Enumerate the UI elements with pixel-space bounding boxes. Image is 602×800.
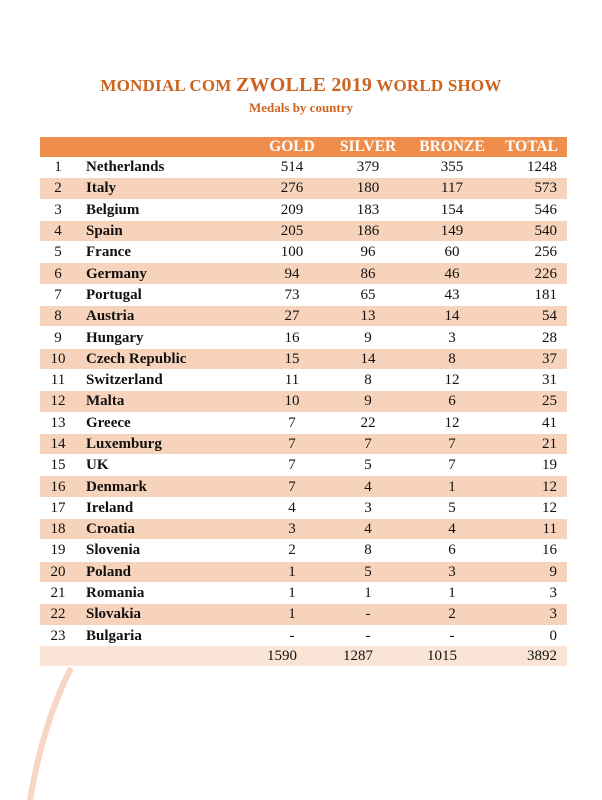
bronze-cell: 60 bbox=[408, 242, 496, 263]
rank-cell: 20 bbox=[40, 561, 76, 582]
bronze-cell: 43 bbox=[408, 284, 496, 305]
gold-cell: 4 bbox=[256, 497, 328, 518]
total-cell: 28 bbox=[496, 327, 567, 348]
table-row bbox=[40, 433, 567, 454]
gold-cell: 3 bbox=[256, 519, 328, 540]
rank-cell: 7 bbox=[40, 284, 76, 305]
header-total: TOTAL bbox=[496, 137, 567, 157]
rank-cell: 14 bbox=[40, 433, 76, 454]
total-cell: 54 bbox=[496, 306, 567, 327]
bronze-cell: 4 bbox=[408, 519, 496, 540]
rank-cell: 21 bbox=[40, 582, 76, 603]
country-cell: Poland bbox=[76, 561, 256, 582]
country-cell: Spain bbox=[76, 220, 256, 241]
country-cell: Germany bbox=[76, 263, 256, 284]
silver-cell: 9 bbox=[328, 327, 408, 348]
total-cell: 25 bbox=[496, 391, 567, 412]
rank-cell: 13 bbox=[40, 412, 76, 433]
rank-cell: 10 bbox=[40, 348, 76, 369]
total-cell: 573 bbox=[496, 178, 567, 199]
silver-cell: 9 bbox=[328, 391, 408, 412]
silver-cell: 8 bbox=[328, 369, 408, 390]
total-cell: 37 bbox=[496, 348, 567, 369]
total-cell: 41 bbox=[496, 412, 567, 433]
header-gold: GOLD bbox=[256, 137, 328, 157]
table-row bbox=[40, 391, 567, 412]
table-row bbox=[40, 519, 567, 540]
table-row bbox=[40, 348, 567, 369]
gold-cell: 7 bbox=[256, 412, 328, 433]
medals-table bbox=[40, 137, 567, 647]
country-cell: Austria bbox=[76, 306, 256, 327]
bronze-cell: 117 bbox=[408, 178, 496, 199]
country-cell: Greece bbox=[76, 412, 256, 433]
rank-cell: 16 bbox=[40, 476, 76, 497]
gold-cell: 276 bbox=[256, 178, 328, 199]
title-prefix: MONDIAL COM bbox=[100, 76, 232, 95]
rank-cell: 23 bbox=[40, 625, 76, 646]
gold-cell: 1 bbox=[256, 604, 328, 625]
country-cell: Malta bbox=[76, 391, 256, 412]
bronze-cell: 355 bbox=[408, 157, 496, 178]
country-cell: Hungary bbox=[76, 327, 256, 348]
silver-cell: 180 bbox=[328, 178, 408, 199]
decorative-swoosh bbox=[0, 660, 120, 800]
gold-cell: 209 bbox=[256, 199, 328, 220]
bronze-cell: 5 bbox=[408, 497, 496, 518]
rank-cell: 12 bbox=[40, 391, 76, 412]
rank-cell: 18 bbox=[40, 519, 76, 540]
table-row bbox=[40, 412, 567, 433]
header-rank bbox=[40, 137, 76, 157]
total-cell: 256 bbox=[496, 242, 567, 263]
total-cell: 0 bbox=[496, 625, 567, 646]
silver-cell: 96 bbox=[328, 242, 408, 263]
country-cell: Netherlands bbox=[76, 157, 256, 178]
bronze-cell: - bbox=[408, 625, 496, 646]
total-cell: 21 bbox=[496, 433, 567, 454]
gold-cell: - bbox=[256, 625, 328, 646]
total-cell: 226 bbox=[496, 263, 567, 284]
bronze-cell: 6 bbox=[408, 540, 496, 561]
silver-cell: 3 bbox=[328, 497, 408, 518]
rank-cell: 9 bbox=[40, 327, 76, 348]
gold-cell: 11 bbox=[256, 369, 328, 390]
gold-cell: 16 bbox=[256, 327, 328, 348]
total-cell: 12 bbox=[496, 476, 567, 497]
gold-cell: 94 bbox=[256, 263, 328, 284]
silver-cell: 13 bbox=[328, 306, 408, 327]
title-suffix: WORLD SHOW bbox=[376, 76, 502, 95]
country-cell: Bulgaria bbox=[76, 625, 256, 646]
silver-cell: 8 bbox=[328, 540, 408, 561]
table-row bbox=[40, 220, 567, 241]
bronze-cell: 2 bbox=[408, 604, 496, 625]
bronze-cell: 46 bbox=[408, 263, 496, 284]
table-row bbox=[40, 242, 567, 263]
totals-bronze: 1015 bbox=[427, 648, 457, 664]
country-cell: Luxemburg bbox=[76, 433, 256, 454]
rank-cell: 19 bbox=[40, 540, 76, 561]
silver-cell: 379 bbox=[328, 157, 408, 178]
bronze-cell: 7 bbox=[408, 433, 496, 454]
table-row bbox=[40, 369, 567, 390]
bronze-cell: 7 bbox=[408, 455, 496, 476]
page-title bbox=[0, 74, 602, 97]
bronze-cell: 8 bbox=[408, 348, 496, 369]
bronze-cell: 3 bbox=[408, 561, 496, 582]
country-cell: Czech Republic bbox=[76, 348, 256, 369]
table-row bbox=[40, 284, 567, 305]
rank-cell: 15 bbox=[40, 455, 76, 476]
bronze-cell: 154 bbox=[408, 199, 496, 220]
rank-cell: 17 bbox=[40, 497, 76, 518]
totals-silver: 1287 bbox=[343, 648, 373, 664]
total-cell: 546 bbox=[496, 199, 567, 220]
country-cell: Belgium bbox=[76, 199, 256, 220]
table-row bbox=[40, 157, 567, 178]
bronze-cell: 6 bbox=[408, 391, 496, 412]
gold-cell: 100 bbox=[256, 242, 328, 263]
table-row bbox=[40, 497, 567, 518]
gold-cell: 1 bbox=[256, 561, 328, 582]
total-cell: 3 bbox=[496, 582, 567, 603]
silver-cell: 86 bbox=[328, 263, 408, 284]
header-silver: SILVER bbox=[328, 137, 408, 157]
total-cell: 181 bbox=[496, 284, 567, 305]
table-row bbox=[40, 327, 567, 348]
silver-cell: 186 bbox=[328, 220, 408, 241]
silver-cell: 1 bbox=[328, 582, 408, 603]
silver-cell: 183 bbox=[328, 199, 408, 220]
country-cell: Slovenia bbox=[76, 540, 256, 561]
bronze-cell: 12 bbox=[408, 412, 496, 433]
table-row bbox=[40, 476, 567, 497]
bronze-cell: 14 bbox=[408, 306, 496, 327]
table-row bbox=[40, 625, 567, 646]
gold-cell: 73 bbox=[256, 284, 328, 305]
rank-cell: 8 bbox=[40, 306, 76, 327]
total-cell: 540 bbox=[496, 220, 567, 241]
table-row bbox=[40, 263, 567, 284]
gold-cell: 7 bbox=[256, 455, 328, 476]
rank-cell: 11 bbox=[40, 369, 76, 390]
table-row bbox=[40, 561, 567, 582]
rank-cell: 1 bbox=[40, 157, 76, 178]
gold-cell: 1 bbox=[256, 582, 328, 603]
table-body bbox=[40, 157, 567, 646]
total-cell: 31 bbox=[496, 369, 567, 390]
country-cell: Romania bbox=[76, 582, 256, 603]
gold-cell: 205 bbox=[256, 220, 328, 241]
silver-cell: - bbox=[328, 604, 408, 625]
total-cell: 16 bbox=[496, 540, 567, 561]
table-row bbox=[40, 306, 567, 327]
gold-cell: 10 bbox=[256, 391, 328, 412]
totals-gold: 1590 bbox=[267, 648, 297, 664]
country-cell: Portugal bbox=[76, 284, 256, 305]
country-cell: France bbox=[76, 242, 256, 263]
country-cell: Italy bbox=[76, 178, 256, 199]
bronze-cell: 12 bbox=[408, 369, 496, 390]
rank-cell: 2 bbox=[40, 178, 76, 199]
silver-cell: 7 bbox=[328, 433, 408, 454]
table-row bbox=[40, 455, 567, 476]
rank-cell: 5 bbox=[40, 242, 76, 263]
table-row bbox=[40, 540, 567, 561]
table-row bbox=[40, 199, 567, 220]
gold-cell: 27 bbox=[256, 306, 328, 327]
total-cell: 19 bbox=[496, 455, 567, 476]
rank-cell: 3 bbox=[40, 199, 76, 220]
title-emphasis: ZWOLLE 2019 bbox=[236, 74, 373, 96]
country-cell: Croatia bbox=[76, 519, 256, 540]
gold-cell: 7 bbox=[256, 433, 328, 454]
table-row bbox=[40, 582, 567, 603]
silver-cell: 4 bbox=[328, 476, 408, 497]
bronze-cell: 1 bbox=[408, 582, 496, 603]
total-cell: 12 bbox=[496, 497, 567, 518]
country-cell: Denmark bbox=[76, 476, 256, 497]
rank-cell: 22 bbox=[40, 604, 76, 625]
rank-cell: 4 bbox=[40, 220, 76, 241]
bronze-cell: 3 bbox=[408, 327, 496, 348]
bronze-cell: 149 bbox=[408, 220, 496, 241]
gold-cell: 2 bbox=[256, 540, 328, 561]
total-cell: 1248 bbox=[496, 157, 567, 178]
silver-cell: 22 bbox=[328, 412, 408, 433]
country-cell: UK bbox=[76, 455, 256, 476]
silver-cell: 5 bbox=[328, 455, 408, 476]
totals-total: 3892 bbox=[527, 648, 557, 664]
gold-cell: 15 bbox=[256, 348, 328, 369]
rank-cell: 6 bbox=[40, 263, 76, 284]
total-cell: 3 bbox=[496, 604, 567, 625]
bronze-cell: 1 bbox=[408, 476, 496, 497]
country-cell: Switzerland bbox=[76, 369, 256, 390]
table-row bbox=[40, 178, 567, 199]
silver-cell: 5 bbox=[328, 561, 408, 582]
country-cell: Ireland bbox=[76, 497, 256, 518]
total-cell: 9 bbox=[496, 561, 567, 582]
header-country bbox=[76, 137, 256, 157]
header-bronze: BRONZE bbox=[408, 137, 496, 157]
silver-cell: - bbox=[328, 625, 408, 646]
total-cell: 11 bbox=[496, 519, 567, 540]
page-subtitle: Medals by country bbox=[249, 100, 353, 115]
gold-cell: 514 bbox=[256, 157, 328, 178]
table-header bbox=[40, 137, 567, 157]
silver-cell: 65 bbox=[328, 284, 408, 305]
table-row bbox=[40, 604, 567, 625]
country-cell: Slovakia bbox=[76, 604, 256, 625]
gold-cell: 7 bbox=[256, 476, 328, 497]
silver-cell: 14 bbox=[328, 348, 408, 369]
silver-cell: 4 bbox=[328, 519, 408, 540]
